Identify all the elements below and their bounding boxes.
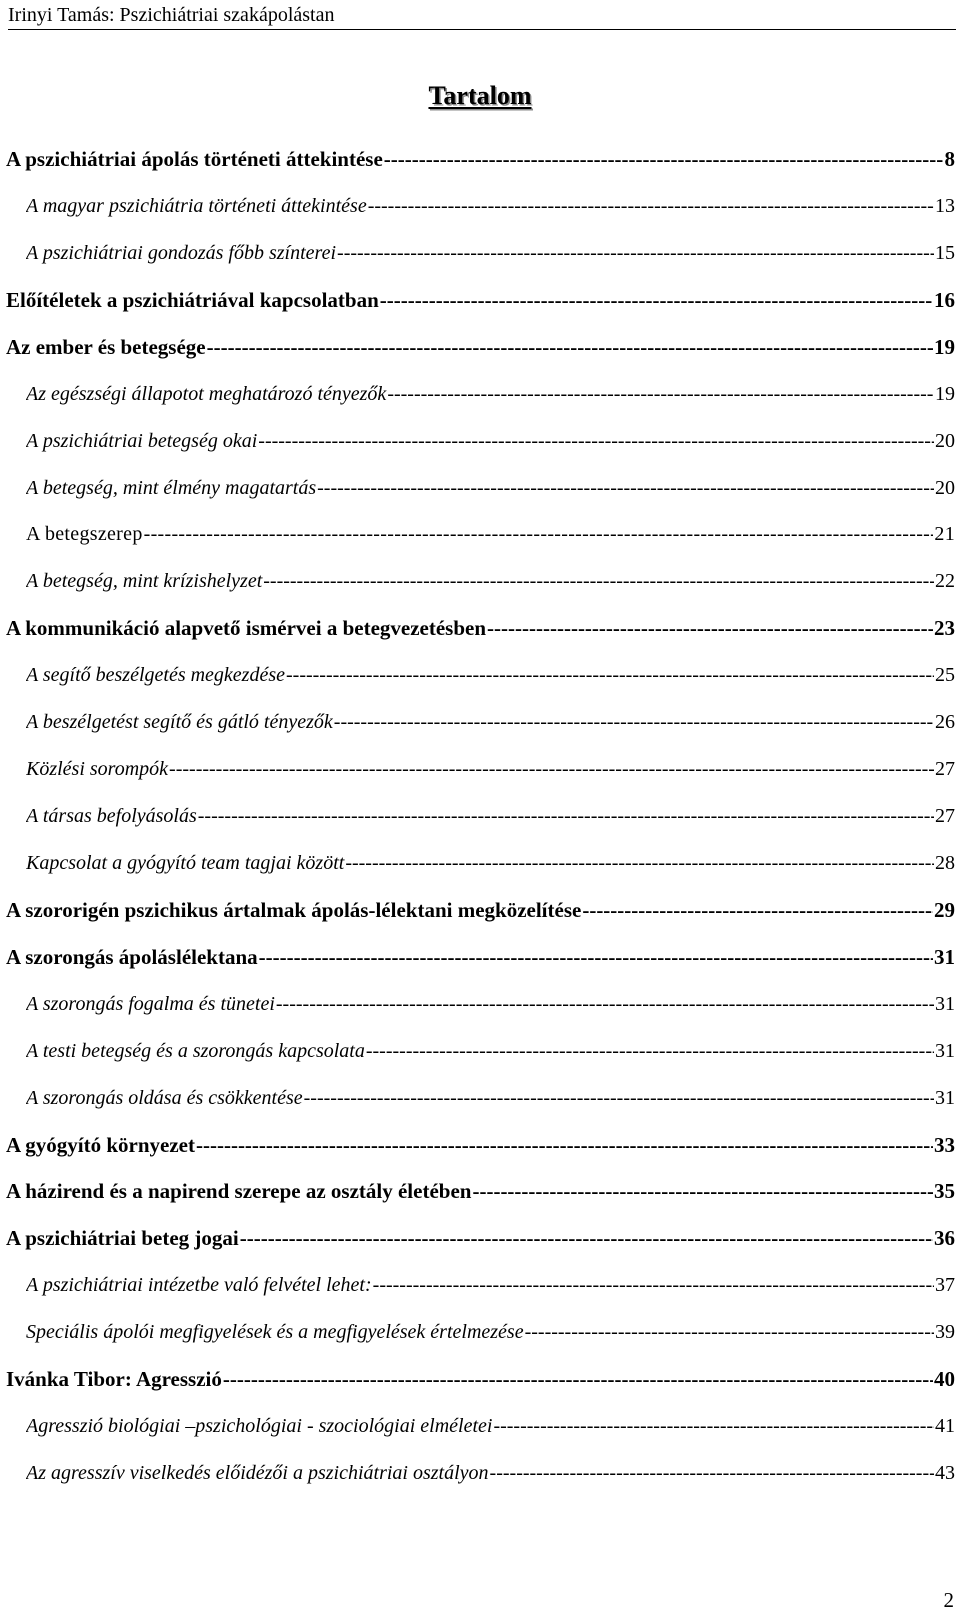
toc-entry-page: 21 (934, 523, 955, 545)
toc-entry[interactable] (26, 800, 955, 832)
toc-dot-leader (317, 472, 934, 504)
toc-entry-title: A házirend és a napirend szerepe az osztály életében (6, 1179, 472, 1203)
toc-dot-leader (387, 378, 934, 410)
toc-entry[interactable] (26, 378, 955, 410)
toc-dot-leader (334, 706, 934, 738)
toc-entry[interactable] (6, 143, 955, 175)
toc-dot-leader (207, 331, 933, 363)
toc-entry-page: 28 (935, 852, 955, 874)
toc-entry-page: 31 (935, 1040, 955, 1062)
toc-dot-leader (373, 1269, 934, 1301)
toc-entry-title: A pszichiátriai betegség okai (26, 430, 258, 452)
toc-entry-title: Az egészségi állapotot meghatározó tényezők (26, 383, 387, 405)
toc-dot-leader (263, 565, 934, 597)
toc-entry[interactable] (26, 425, 955, 457)
toc-entry-page: 20 (935, 430, 955, 452)
toc-dot-leader (169, 753, 934, 785)
toc-entry-title: Előítéletek a pszichiátriával kapcsolatban (6, 288, 379, 312)
toc-entry[interactable] (26, 1410, 955, 1442)
toc-dot-leader (240, 1222, 933, 1254)
toc-dot-leader (582, 894, 933, 926)
toc-entry-title: A szorongás oldása és csökkentése (26, 1087, 303, 1109)
toc-entry[interactable] (26, 847, 955, 879)
toc-entry[interactable] (26, 518, 955, 550)
toc-entry[interactable] (26, 706, 955, 738)
toc-dot-leader (286, 659, 934, 691)
toc-entry[interactable] (26, 753, 955, 785)
toc-entry-page: 31 (934, 945, 955, 969)
toc-entry[interactable] (6, 284, 955, 316)
toc-entry[interactable] (6, 1222, 955, 1254)
toc-dot-leader (366, 1035, 934, 1067)
toc-entry-page: 31 (935, 1087, 955, 1109)
toc-dot-leader (276, 988, 934, 1020)
toc-entry[interactable] (26, 1269, 955, 1301)
toc-dot-leader (490, 1457, 934, 1489)
toc-entry[interactable] (26, 1082, 955, 1114)
toc-entry[interactable] (26, 659, 955, 691)
toc-entry-title: A pszichiátriai beteg jogai (6, 1226, 239, 1250)
toc-entry-title: Agresszió biológiai –pszichológiai - szociológiai elméletei (26, 1415, 493, 1437)
toc-entry[interactable] (6, 894, 955, 926)
toc-entry-page: 16 (934, 288, 955, 312)
toc-entry-page: 33 (934, 1133, 955, 1157)
toc-entry-title: Speciális ápolói megfigyelések és a megfigyelések értelmezése (26, 1321, 524, 1343)
toc-entry-title: A betegség, mint krízishelyzet (26, 570, 263, 592)
toc-dot-leader (198, 800, 934, 832)
toc-heading: Tartalom (428, 81, 532, 110)
toc-entry[interactable] (26, 1035, 955, 1067)
toc-entry[interactable] (6, 612, 955, 644)
toc-dot-leader (304, 1082, 934, 1114)
toc-entry-page: 29 (934, 898, 955, 922)
toc-entry[interactable] (26, 1316, 955, 1348)
toc-entry-page: 36 (934, 1226, 955, 1250)
toc-dot-leader (472, 1175, 933, 1207)
toc-dot-leader (259, 941, 933, 973)
toc-entry-page: 39 (935, 1321, 955, 1343)
toc-entry-page: 26 (935, 711, 955, 733)
toc-entry-title: A szorongás fogalma és tünetei (26, 993, 275, 1015)
toc-dot-leader (493, 1410, 934, 1442)
toc-entry-title: A pszichiátriai ápolás történeti áttekintése (6, 147, 383, 171)
toc-entry-page: 19 (935, 383, 955, 405)
toc-entry-title: A kommunikáció alapvető ismérvei a betegvezetésben (6, 616, 487, 640)
toc-entry-title: A társas befolyásolás (26, 805, 197, 827)
toc-entry[interactable] (6, 1363, 955, 1395)
toc-entry-page: 15 (935, 242, 955, 264)
toc-entry-page: 40 (934, 1367, 955, 1391)
toc-dot-leader (196, 1129, 933, 1161)
toc-entry[interactable] (26, 472, 955, 504)
toc-entry-page: 22 (935, 570, 955, 592)
toc-entry[interactable] (6, 331, 955, 363)
toc-dot-leader (368, 190, 934, 222)
toc-dot-leader (345, 847, 934, 879)
toc-entry-title: A pszichiátriai intézetbe való felvétel lehet: (26, 1274, 372, 1296)
toc-entry[interactable] (6, 1129, 955, 1161)
toc-entry-title: A gyógyító környezet (6, 1133, 195, 1157)
toc-entry-page: 35 (934, 1179, 955, 1203)
toc-entry-page: 27 (935, 805, 955, 827)
toc-entry[interactable] (6, 941, 955, 973)
toc-entry-page: 37 (935, 1274, 955, 1296)
toc-entry-page: 25 (935, 664, 955, 686)
toc-entry-page: 8 (944, 147, 955, 171)
toc-entry-page: 23 (934, 616, 955, 640)
toc-entry-page: 31 (935, 993, 955, 1015)
toc-dot-leader (384, 143, 944, 175)
toc-entry[interactable] (6, 1175, 955, 1207)
toc-entry[interactable] (26, 565, 955, 597)
toc-entry-title: A pszichiátriai gondozás főbb színterei (26, 242, 337, 264)
toc-entry-page: 41 (935, 1415, 955, 1437)
toc-entry-title: A szororigén pszichikus ártalmak ápolás-lélektani megközelítése (6, 898, 582, 922)
toc-entry-title: Ivánka Tibor: Agresszió (6, 1367, 222, 1391)
toc-entry-title: A beszélgetést segítő és gátló tényezők (26, 711, 333, 733)
toc-entry-title: A magyar pszichiátria történeti áttekintése (26, 195, 367, 217)
toc-entry-title: Közlési sorompók (26, 758, 169, 780)
toc-entry-page: 27 (935, 758, 955, 780)
page-number: 2 (943, 1588, 954, 1612)
toc-entry-page: 43 (935, 1462, 955, 1484)
running-header: Irinyi Tamás: Pszichiátriai szakápolástan (8, 4, 335, 26)
toc-dot-leader (258, 425, 934, 457)
toc-dot-leader (223, 1363, 933, 1395)
toc-entry-title: A testi betegség és a szorongás kapcsolata (26, 1040, 365, 1062)
toc-entry[interactable] (26, 988, 955, 1020)
toc-dot-leader (525, 1316, 934, 1348)
toc-entry-title: A betegszerep (26, 523, 143, 545)
toc-dot-leader (337, 237, 934, 269)
toc-entry[interactable] (26, 1457, 955, 1489)
toc-entry-title: A segítő beszélgetés megkezdése (26, 664, 285, 686)
toc-entry-title: Kapcsolat a gyógyító team tagjai között (26, 852, 345, 874)
toc-entry-page: 13 (935, 195, 955, 217)
toc-entry-page: 19 (934, 335, 955, 359)
toc-entry-title: A betegség, mint élmény magatartás (26, 477, 317, 499)
toc-dot-leader (487, 612, 933, 644)
toc-dot-leader (380, 284, 933, 316)
toc-entry[interactable] (26, 190, 955, 222)
toc-dot-leader (144, 518, 934, 550)
toc-entry-title: A szorongás ápoláslélektana (6, 945, 258, 969)
toc-entry[interactable] (26, 237, 955, 269)
toc-entry-page: 20 (935, 477, 955, 499)
toc-entry-title: Az agresszív viselkedés előidézői a pszichiátriai osztályon (26, 1462, 489, 1484)
toc-entry-title: Az ember és betegsége (6, 335, 206, 359)
